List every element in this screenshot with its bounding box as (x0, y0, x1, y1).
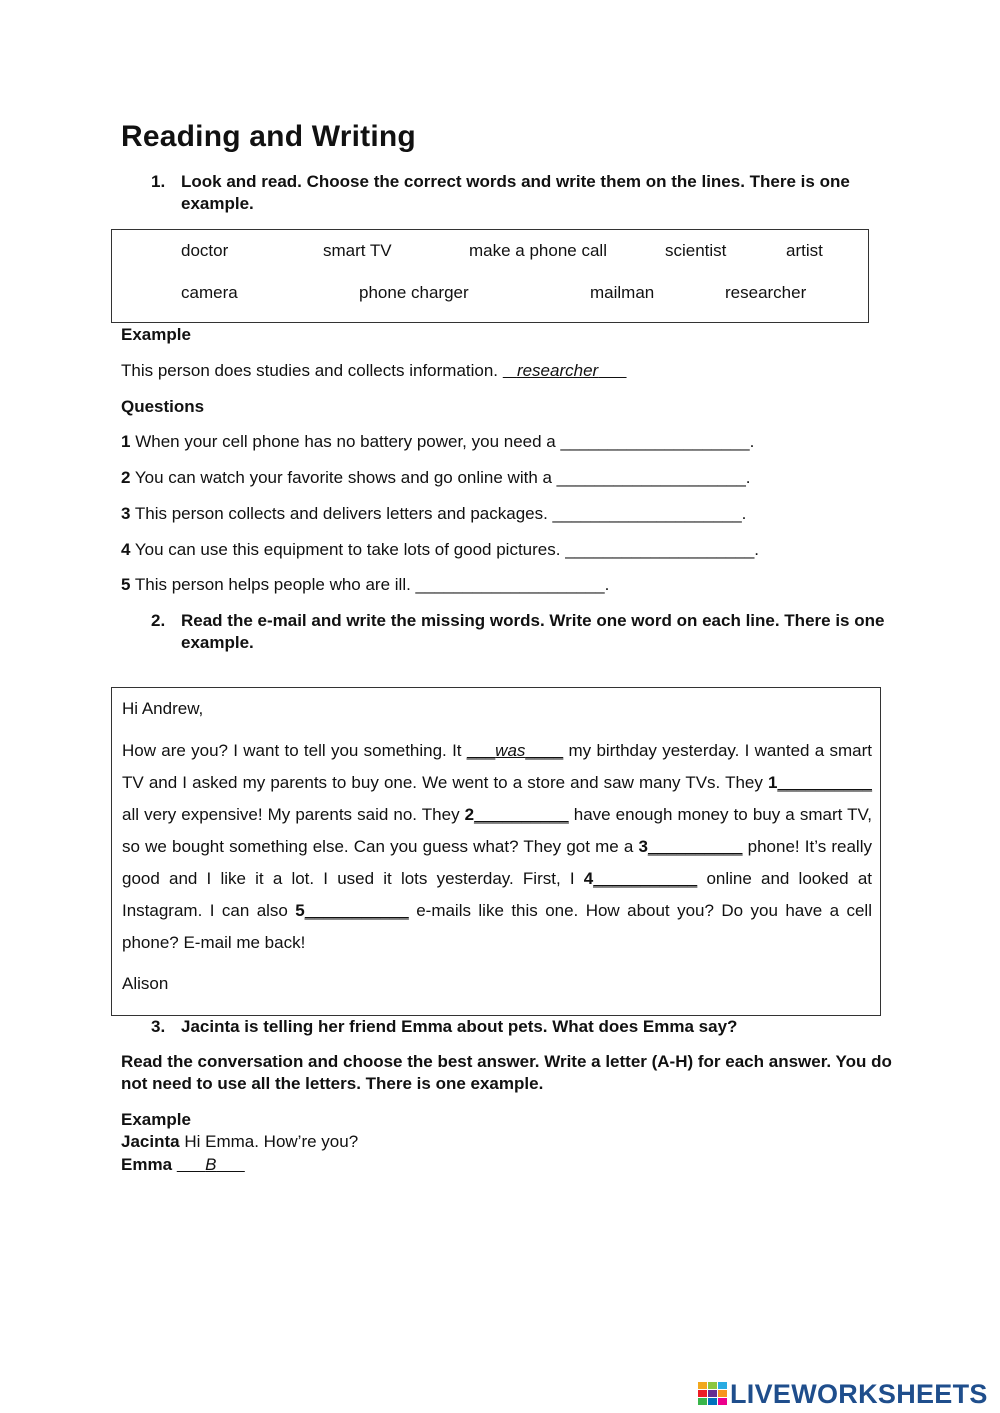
question-number: 2 (121, 468, 131, 487)
question-text: This person collects and delivers letters and packages. ____________________. (134, 504, 747, 523)
dialogue-text: Hi Emma. How’re you? (184, 1132, 359, 1151)
dialogue-line (121, 1132, 358, 1152)
email-signature: Alison (122, 974, 169, 993)
word-bank-item: artist (786, 241, 823, 260)
example-answer: B (205, 1155, 217, 1174)
question-number: 4 (121, 540, 131, 559)
question-text: When your cell phone has no battery power, you need a ____________________. (135, 432, 755, 451)
word-bank-item: camera (181, 283, 238, 302)
word-bank-item: scientist (665, 241, 727, 260)
answer-gap[interactable]: __________ (647, 837, 743, 856)
gap-number: 3 (638, 837, 648, 856)
answer-gap[interactable]: __________ (777, 773, 872, 792)
email-box (111, 687, 881, 1016)
logo-text: LIVEWORKSHEETS (730, 1378, 988, 1409)
task-2-instruction (151, 610, 891, 654)
question-number: 3 (121, 504, 131, 523)
question-text: This person helps people who are ill. ____________________. (134, 575, 610, 594)
speaker-name: Jacinta (121, 1132, 180, 1151)
question-number: 5 (121, 575, 131, 594)
speaker-name: Emma (121, 1155, 173, 1174)
word-bank-item: doctor (181, 241, 229, 260)
question-item[interactable] (121, 540, 759, 560)
word-bank-item: phone charger (359, 283, 469, 302)
task-text: Jacinta is telling her friend Emma about pets. What does Emma say? (181, 1017, 738, 1036)
word-bank-item: mailman (590, 283, 655, 302)
gap-number: 1 (767, 773, 778, 792)
question-number: 1 (121, 432, 131, 451)
task-text: Read the e-mail and write the missing words. Write one word on each line. There is one example. (181, 611, 885, 652)
answer-gap[interactable]: __________ (474, 805, 569, 824)
email-body: How are you? I want to tell you something. It ___was____ my birthday yesterday. I wanted a smart TV and I asked my parents to buy one. We went to a store and saw many TVs. They 1__________ all very expensive! My parents said no. They 2__________ have enough money to buy a smart TV, so we bought something else. Can you guess what? They got me a 3__________ phone! It’s really good and I like it a lot. I used it lots yesterday. First, I 4___________ online and looked at Instagram. I can also 5___________ e-mails like this one. How about you? Do you have a cell phone? E-mail me back! (122, 741, 872, 952)
task-3-instruction (151, 1016, 891, 1038)
task-number: 3. (151, 1017, 166, 1036)
word-bank-item: make a phone call (469, 241, 607, 260)
task-number: 2. (151, 611, 166, 630)
task-text: Look and read. Choose the correct words and write them on the lines. There is one example. (181, 172, 850, 213)
question-item[interactable] (121, 468, 751, 488)
example-label: Example (121, 325, 191, 344)
question-item[interactable] (121, 504, 746, 524)
email-example-answer: was (495, 741, 526, 760)
page-title: Reading and Writing (121, 120, 416, 153)
example-text: This person does studies and collects information. (121, 361, 499, 380)
logo-icon (698, 1382, 728, 1406)
example-answer: researcher (516, 361, 599, 380)
email-greeting: Hi Andrew, (122, 699, 204, 718)
task-3-subinstruction: Read the conversation and choose the best answer. Write a letter (A-H) for each answer. You do not need to use all the letters. There is one example. (121, 1052, 892, 1093)
question-item[interactable] (121, 432, 754, 452)
question-text: You can use this equipment to take lots of good pictures. ____________________. (134, 540, 760, 559)
answer-gap[interactable]: ___________ (593, 869, 698, 888)
task-1-instruction (151, 171, 891, 215)
question-text: You can watch your favorite shows and go online with a ____________________. (134, 468, 751, 487)
word-bank-item: researcher (725, 283, 807, 302)
dialogue-line (121, 1155, 245, 1175)
gap-number: 2 (464, 805, 475, 824)
gap-number: 5 (295, 901, 305, 920)
question-item[interactable] (121, 575, 609, 595)
example-label: Example (121, 1110, 191, 1129)
answer-gap[interactable]: ___________ (304, 901, 409, 920)
task-number: 1. (151, 172, 166, 191)
word-bank (111, 229, 869, 323)
liveworksheets-logo (698, 1378, 988, 1410)
word-bank-item: smart TV (323, 241, 392, 260)
gap-number: 4 (583, 869, 594, 888)
questions-label: Questions (121, 397, 205, 416)
example-sentence (121, 361, 627, 381)
